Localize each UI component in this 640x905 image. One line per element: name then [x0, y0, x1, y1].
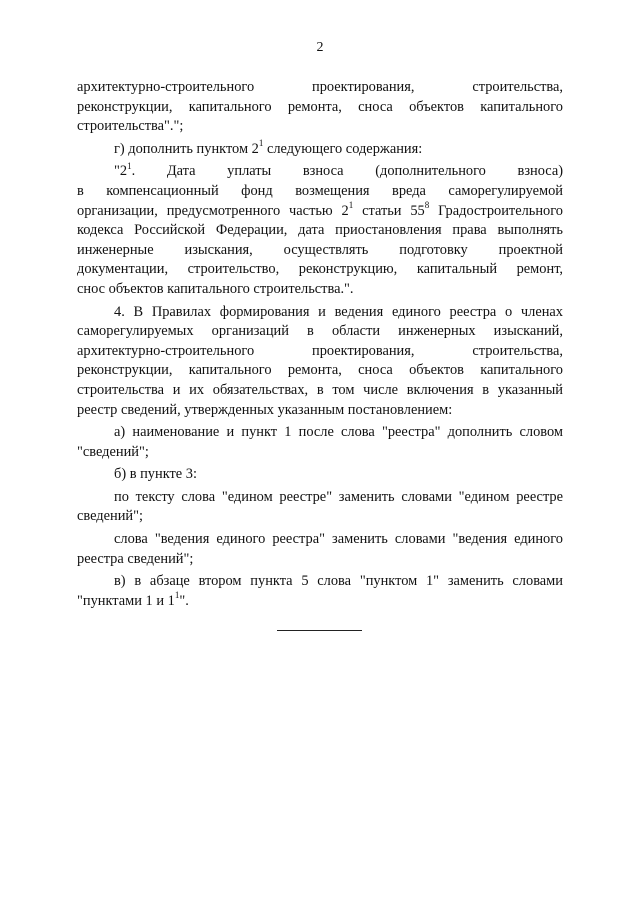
text-line: архитектурно-строительного проектирования, строительства, — [77, 79, 563, 95]
page-number: 2 — [316, 40, 324, 55]
superscript: 1 — [127, 160, 132, 171]
text-line: строительства и их обязательствах, в том числе включения в указанный — [77, 381, 563, 398]
paragraph-item-4 — [77, 303, 563, 421]
paragraph-item-v — [77, 572, 563, 611]
text-line: инженерные изыскания, осуществлять подготовку проектной — [77, 241, 563, 258]
paragraph-item-b — [77, 465, 563, 485]
text-line: снос объектов капитального строительства.". — [77, 280, 354, 297]
text-line: саморегулируемых организаций в области инженерных изысканий, — [77, 323, 563, 340]
text-line: "$2^1$. Дата уплаты взноса (дополнительного взноса) — [114, 160, 563, 180]
paragraph-item-g — [77, 137, 563, 160]
superscript: 1 — [348, 199, 354, 210]
document-body — [77, 78, 563, 611]
text-line: а) наименование и пункт 1 после слова "реестра" дополнить словом — [114, 424, 563, 441]
paragraph-quote-2-1 — [77, 162, 563, 299]
text-line: в компенсационный фонд возмещения вреда саморегулируемой — [77, 182, 563, 199]
end-separator-line — [277, 630, 362, 631]
text-line: реконструкции, капитального ремонта, сноса объектов капитального — [77, 98, 563, 115]
text-line: "пунктами 1 и $1^1$". — [77, 590, 189, 609]
text-line: организации, предусмотренного частью $2^1$ статьи $55^8$ Градостроительного — [77, 199, 563, 219]
paragraph-continuation — [77, 78, 563, 137]
superscript: 8 — [424, 199, 430, 210]
text-line: реконструкции, капитального ремонта, сноса объектов капитального — [77, 362, 563, 379]
text-line: "сведений"; — [77, 443, 149, 460]
text-line: 4. В Правилах формирования и ведения единого реестра о членах — [114, 303, 563, 320]
text-line: б) в пункте 3: — [114, 466, 197, 483]
text-line: реестр сведений, утвержденных указанным постановлением: — [77, 401, 453, 418]
paragraph-replace-2 — [77, 530, 563, 569]
text-line: г) дополнить пунктом $2^1$ следующего содержания: — [114, 137, 423, 157]
text-line: слова "ведения единого реестра" заменить словами "ведения единого — [114, 531, 563, 548]
paragraph-replace-1 — [77, 488, 563, 527]
text-line: строительства"."; — [77, 118, 184, 135]
text-line: кодекса Российской Федерации, дата приостановления права выполнять — [77, 222, 563, 239]
paragraph-item-a — [77, 423, 563, 462]
text-line: по тексту слова "едином реестре" заменить словами "едином реестре — [114, 488, 563, 505]
text-line: архитектурно-строительного проектирования, строительства, — [77, 342, 563, 359]
superscript: 1 — [174, 590, 180, 601]
superscript: 1 — [258, 137, 264, 148]
text-line: в) в абзаце втором пункта 5 слова "пунктом 1" заменить словами — [114, 573, 563, 590]
text-line: сведений"; — [77, 508, 143, 525]
text-line: реестра сведений"; — [77, 550, 194, 567]
text-line: документации, строительство, реконструкцию, капитальный ремонт, — [77, 261, 563, 278]
